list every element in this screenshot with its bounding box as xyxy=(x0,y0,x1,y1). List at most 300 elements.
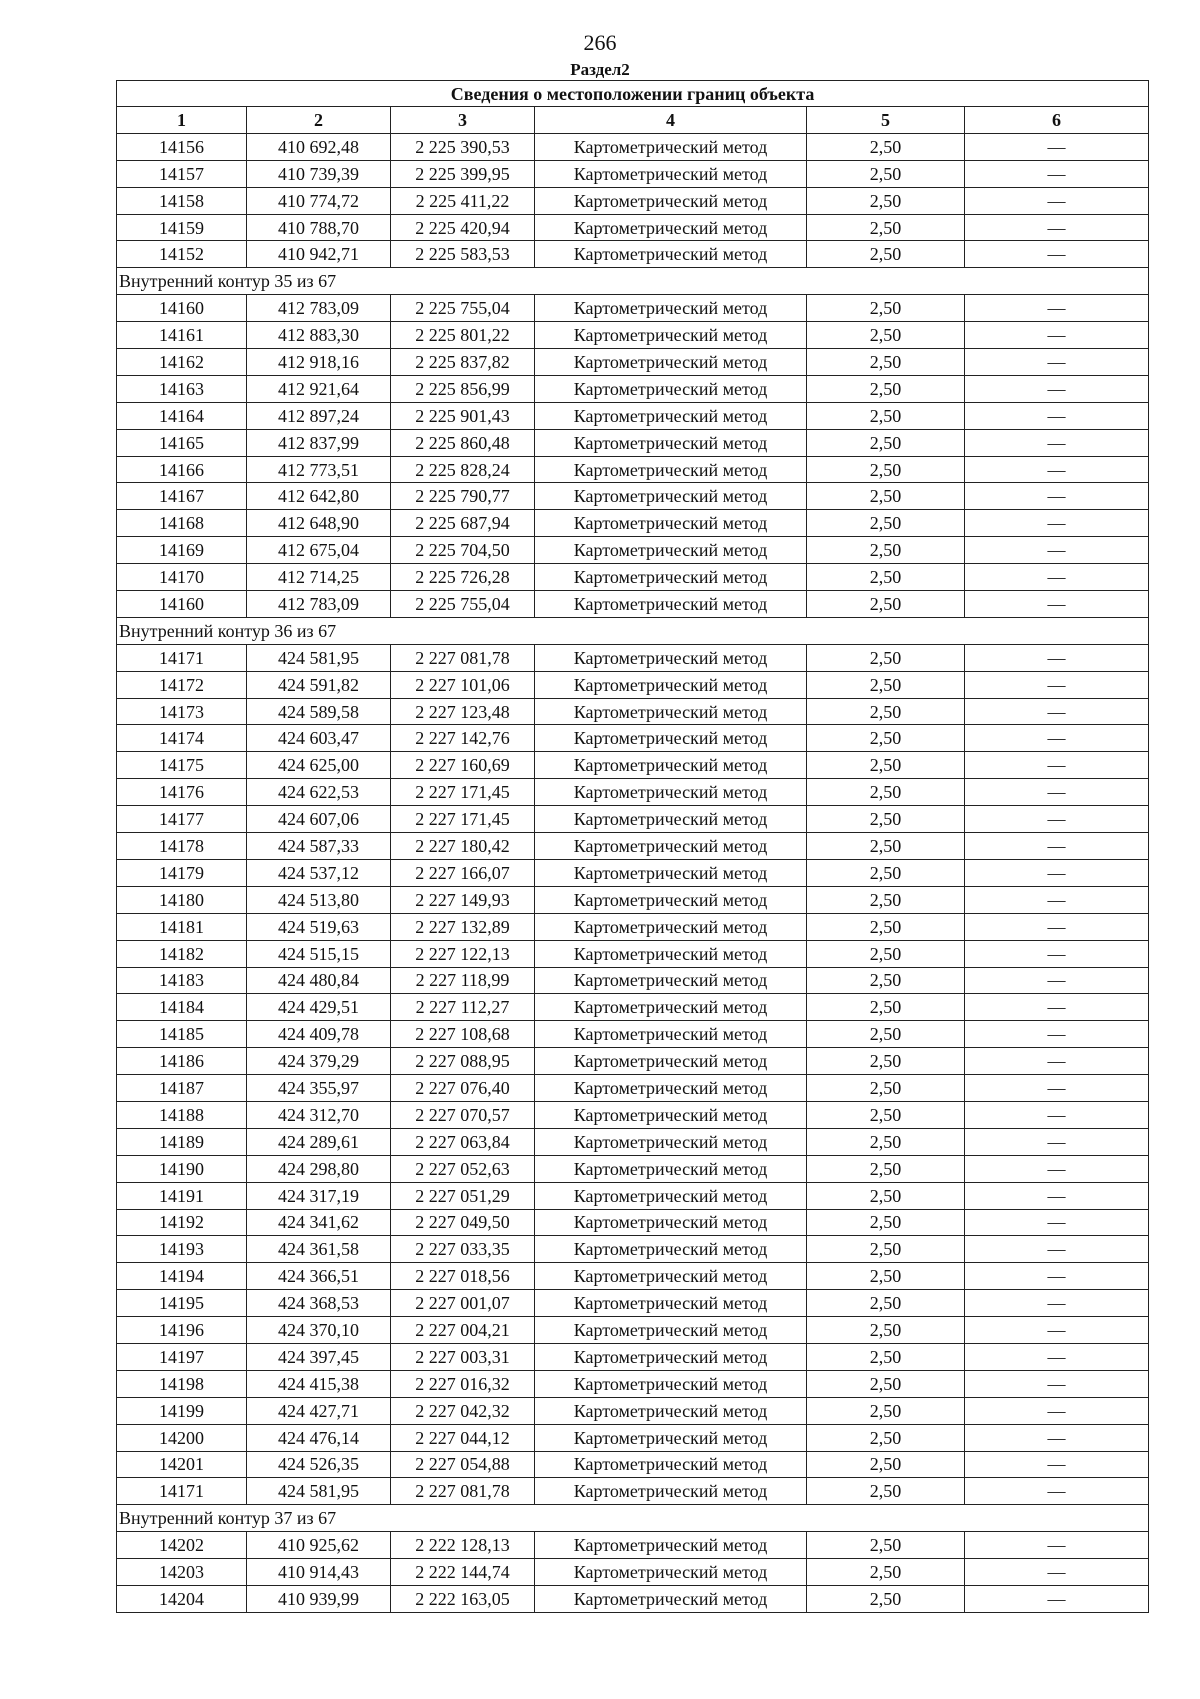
table-row xyxy=(117,806,1149,833)
accuracy-cell: 2,50 xyxy=(807,456,965,483)
x-coordinate-cell: 424 581,95 xyxy=(247,1478,391,1505)
x-coordinate-cell: 424 537,12 xyxy=(247,859,391,886)
contour-label: Внутренний контур 37 из 67 xyxy=(117,1505,1149,1532)
point-number-cell: 14200 xyxy=(117,1424,247,1451)
boundary-coordinates-table xyxy=(116,80,1149,1613)
point-number-cell: 14160 xyxy=(117,295,247,322)
accuracy-cell: 2,50 xyxy=(807,1155,965,1182)
table-row xyxy=(117,1236,1149,1263)
description-cell: — xyxy=(965,537,1149,564)
x-coordinate-cell: 412 773,51 xyxy=(247,456,391,483)
point-number-cell: 14196 xyxy=(117,1317,247,1344)
y-coordinate-cell: 2 227 004,21 xyxy=(391,1317,535,1344)
x-coordinate-cell: 424 415,38 xyxy=(247,1370,391,1397)
y-coordinate-cell: 2 225 860,48 xyxy=(391,429,535,456)
description-cell: — xyxy=(965,1559,1149,1586)
accuracy-cell: 2,50 xyxy=(807,591,965,618)
method-cell: Картометрический метод xyxy=(535,940,807,967)
table-row xyxy=(117,1209,1149,1236)
description-cell: — xyxy=(965,483,1149,510)
method-cell: Картометрический метод xyxy=(535,913,807,940)
x-coordinate-cell: 412 714,25 xyxy=(247,564,391,591)
accuracy-cell: 2,50 xyxy=(807,725,965,752)
y-coordinate-cell: 2 225 755,04 xyxy=(391,295,535,322)
point-number-cell: 14157 xyxy=(117,160,247,187)
point-number-cell: 14171 xyxy=(117,1478,247,1505)
point-number-cell: 14202 xyxy=(117,1532,247,1559)
method-cell: Картометрический метод xyxy=(535,429,807,456)
point-number-cell: 14184 xyxy=(117,994,247,1021)
method-cell: Картометрический метод xyxy=(535,1532,807,1559)
description-cell: — xyxy=(965,1021,1149,1048)
table-row xyxy=(117,402,1149,429)
y-coordinate-cell: 2 225 583,53 xyxy=(391,241,535,268)
y-coordinate-cell: 2 227 160,69 xyxy=(391,752,535,779)
table-row xyxy=(117,322,1149,349)
description-cell: — xyxy=(965,725,1149,752)
y-coordinate-cell: 2 227 123,48 xyxy=(391,698,535,725)
method-cell: Картометрический метод xyxy=(535,1559,807,1586)
point-number-cell: 14183 xyxy=(117,967,247,994)
point-number-cell: 14158 xyxy=(117,187,247,214)
accuracy-cell: 2,50 xyxy=(807,1343,965,1370)
description-cell: — xyxy=(965,1451,1149,1478)
method-cell: Картометрический метод xyxy=(535,1397,807,1424)
y-coordinate-cell: 2 227 070,57 xyxy=(391,1101,535,1128)
y-coordinate-cell: 2 227 042,32 xyxy=(391,1397,535,1424)
description-cell: — xyxy=(965,1209,1149,1236)
table-row xyxy=(117,1290,1149,1317)
x-coordinate-cell: 410 939,99 xyxy=(247,1585,391,1612)
method-cell: Картометрический метод xyxy=(535,1343,807,1370)
x-coordinate-cell: 424 370,10 xyxy=(247,1317,391,1344)
y-coordinate-cell: 2 227 063,84 xyxy=(391,1128,535,1155)
y-coordinate-cell: 2 222 163,05 xyxy=(391,1585,535,1612)
method-cell: Картометрический метод xyxy=(535,1290,807,1317)
x-coordinate-cell: 424 397,45 xyxy=(247,1343,391,1370)
method-cell: Картометрический метод xyxy=(535,779,807,806)
x-coordinate-cell: 424 622,53 xyxy=(247,779,391,806)
table-row xyxy=(117,671,1149,698)
y-coordinate-cell: 2 225 790,77 xyxy=(391,483,535,510)
description-cell: — xyxy=(965,349,1149,376)
description-cell: — xyxy=(965,967,1149,994)
table-row xyxy=(117,1128,1149,1155)
method-cell: Картометрический метод xyxy=(535,833,807,860)
table-row xyxy=(117,1532,1149,1559)
point-number-cell: 14173 xyxy=(117,698,247,725)
description-cell: — xyxy=(965,833,1149,860)
description-cell: — xyxy=(965,214,1149,241)
y-coordinate-cell: 2 227 122,13 xyxy=(391,940,535,967)
method-cell: Картометрический метод xyxy=(535,1370,807,1397)
accuracy-cell: 2,50 xyxy=(807,1263,965,1290)
accuracy-cell: 2,50 xyxy=(807,1128,965,1155)
x-coordinate-cell: 412 897,24 xyxy=(247,402,391,429)
x-coordinate-cell: 410 739,39 xyxy=(247,160,391,187)
accuracy-cell: 2,50 xyxy=(807,752,965,779)
x-coordinate-cell: 412 783,09 xyxy=(247,295,391,322)
table-row xyxy=(117,1317,1149,1344)
description-cell: — xyxy=(965,1263,1149,1290)
description-cell: — xyxy=(965,752,1149,779)
x-coordinate-cell: 424 289,61 xyxy=(247,1128,391,1155)
table-row xyxy=(117,1343,1149,1370)
accuracy-cell: 2,50 xyxy=(807,1424,965,1451)
point-number-cell: 14179 xyxy=(117,859,247,886)
table-row xyxy=(117,295,1149,322)
method-cell: Картометрический метод xyxy=(535,671,807,698)
accuracy-cell: 2,50 xyxy=(807,1532,965,1559)
x-coordinate-cell: 424 591,82 xyxy=(247,671,391,698)
method-cell: Картометрический метод xyxy=(535,1478,807,1505)
description-cell: — xyxy=(965,1478,1149,1505)
point-number-cell: 14194 xyxy=(117,1263,247,1290)
point-number-cell: 14193 xyxy=(117,1236,247,1263)
section-title: Раздел2 xyxy=(570,60,630,79)
x-coordinate-cell: 424 298,80 xyxy=(247,1155,391,1182)
description-cell: — xyxy=(965,859,1149,886)
accuracy-cell: 2,50 xyxy=(807,1182,965,1209)
x-coordinate-cell: 424 515,15 xyxy=(247,940,391,967)
x-coordinate-cell: 424 513,80 xyxy=(247,886,391,913)
description-cell: — xyxy=(965,133,1149,160)
description-cell: — xyxy=(965,456,1149,483)
table-row xyxy=(117,698,1149,725)
description-cell: — xyxy=(965,913,1149,940)
accuracy-cell: 2,50 xyxy=(807,295,965,322)
point-number-cell: 14186 xyxy=(117,1048,247,1075)
point-number-cell: 14163 xyxy=(117,375,247,402)
point-number-cell: 14172 xyxy=(117,671,247,698)
table-row xyxy=(117,187,1149,214)
x-coordinate-cell: 424 589,58 xyxy=(247,698,391,725)
method-cell: Картометрический метод xyxy=(535,133,807,160)
method-cell: Картометрический метод xyxy=(535,483,807,510)
point-number-cell: 14190 xyxy=(117,1155,247,1182)
column-header: 3 xyxy=(391,107,535,134)
x-coordinate-cell: 412 675,04 xyxy=(247,537,391,564)
point-number-cell: 14178 xyxy=(117,833,247,860)
point-number-cell: 14177 xyxy=(117,806,247,833)
accuracy-cell: 2,50 xyxy=(807,1209,965,1236)
accuracy-cell: 2,50 xyxy=(807,375,965,402)
accuracy-cell: 2,50 xyxy=(807,779,965,806)
point-number-cell: 14199 xyxy=(117,1397,247,1424)
method-cell: Картометрический метод xyxy=(535,295,807,322)
y-coordinate-cell: 2 227 112,27 xyxy=(391,994,535,1021)
contour-row xyxy=(117,617,1149,644)
method-cell: Картометрический метод xyxy=(535,1263,807,1290)
x-coordinate-cell: 424 427,71 xyxy=(247,1397,391,1424)
method-cell: Картометрический метод xyxy=(535,1075,807,1102)
table-row xyxy=(117,644,1149,671)
y-coordinate-cell: 2 227 033,35 xyxy=(391,1236,535,1263)
description-cell: — xyxy=(965,1317,1149,1344)
x-coordinate-cell: 410 914,43 xyxy=(247,1559,391,1586)
method-cell: Картометрический метод xyxy=(535,644,807,671)
x-coordinate-cell: 424 429,51 xyxy=(247,994,391,1021)
point-number-cell: 14156 xyxy=(117,133,247,160)
description-cell: — xyxy=(965,940,1149,967)
method-cell: Картометрический метод xyxy=(535,564,807,591)
accuracy-cell: 2,50 xyxy=(807,1559,965,1586)
y-coordinate-cell: 2 227 081,78 xyxy=(391,1478,535,1505)
contour-row xyxy=(117,1505,1149,1532)
accuracy-cell: 2,50 xyxy=(807,564,965,591)
description-cell: — xyxy=(965,1532,1149,1559)
x-coordinate-cell: 412 648,90 xyxy=(247,510,391,537)
description-cell: — xyxy=(965,1048,1149,1075)
description-cell: — xyxy=(965,241,1149,268)
accuracy-cell: 2,50 xyxy=(807,322,965,349)
method-cell: Картометрический метод xyxy=(535,241,807,268)
point-number-cell: 14187 xyxy=(117,1075,247,1102)
table-row xyxy=(117,967,1149,994)
description-cell: — xyxy=(965,1236,1149,1263)
description-cell: — xyxy=(965,1155,1149,1182)
point-number-cell: 14167 xyxy=(117,483,247,510)
table-row xyxy=(117,913,1149,940)
x-coordinate-cell: 412 837,99 xyxy=(247,429,391,456)
description-cell: — xyxy=(965,994,1149,1021)
accuracy-cell: 2,50 xyxy=(807,1236,965,1263)
point-number-cell: 14189 xyxy=(117,1128,247,1155)
point-number-cell: 14176 xyxy=(117,779,247,806)
y-coordinate-cell: 2 227 180,42 xyxy=(391,833,535,860)
x-coordinate-cell: 424 341,62 xyxy=(247,1209,391,1236)
point-number-cell: 14195 xyxy=(117,1290,247,1317)
table-row xyxy=(117,160,1149,187)
method-cell: Картометрический метод xyxy=(535,1236,807,1263)
description-cell: — xyxy=(965,698,1149,725)
description-cell: — xyxy=(965,886,1149,913)
accuracy-cell: 2,50 xyxy=(807,1048,965,1075)
table-row xyxy=(117,591,1149,618)
y-coordinate-cell: 2 225 704,50 xyxy=(391,537,535,564)
table-row xyxy=(117,375,1149,402)
method-cell: Картометрический метод xyxy=(535,994,807,1021)
table-row xyxy=(117,1397,1149,1424)
y-coordinate-cell: 2 227 166,07 xyxy=(391,859,535,886)
column-header: 6 xyxy=(965,107,1149,134)
column-header: 5 xyxy=(807,107,965,134)
y-coordinate-cell: 2 227 101,06 xyxy=(391,671,535,698)
accuracy-cell: 2,50 xyxy=(807,940,965,967)
method-cell: Картометрический метод xyxy=(535,752,807,779)
description-cell: — xyxy=(965,591,1149,618)
table-body xyxy=(117,133,1149,1612)
table-row xyxy=(117,1182,1149,1209)
accuracy-cell: 2,50 xyxy=(807,1585,965,1612)
x-coordinate-cell: 424 361,58 xyxy=(247,1236,391,1263)
point-number-cell: 14192 xyxy=(117,1209,247,1236)
y-coordinate-cell: 2 225 837,82 xyxy=(391,349,535,376)
table-row xyxy=(117,1478,1149,1505)
accuracy-cell: 2,50 xyxy=(807,698,965,725)
column-header: 1 xyxy=(117,107,247,134)
point-number-cell: 14165 xyxy=(117,429,247,456)
point-number-cell: 14175 xyxy=(117,752,247,779)
x-coordinate-cell: 424 476,14 xyxy=(247,1424,391,1451)
accuracy-cell: 2,50 xyxy=(807,160,965,187)
x-coordinate-cell: 424 607,06 xyxy=(247,806,391,833)
x-coordinate-cell: 412 918,16 xyxy=(247,349,391,376)
contour-label: Внутренний контур 36 из 67 xyxy=(117,617,1149,644)
table-row xyxy=(117,456,1149,483)
page-number: 266 xyxy=(583,30,617,55)
method-cell: Картометрический метод xyxy=(535,375,807,402)
y-coordinate-cell: 2 227 018,56 xyxy=(391,1263,535,1290)
table-row xyxy=(117,886,1149,913)
description-cell: — xyxy=(965,1075,1149,1102)
y-coordinate-cell: 2 227 076,40 xyxy=(391,1075,535,1102)
accuracy-cell: 2,50 xyxy=(807,187,965,214)
x-coordinate-cell: 424 312,70 xyxy=(247,1101,391,1128)
table-row xyxy=(117,833,1149,860)
accuracy-cell: 2,50 xyxy=(807,1478,965,1505)
contour-row xyxy=(117,268,1149,295)
y-coordinate-cell: 2 227 171,45 xyxy=(391,806,535,833)
description-cell: — xyxy=(965,1585,1149,1612)
y-coordinate-cell: 2 227 049,50 xyxy=(391,1209,535,1236)
accuracy-cell: 2,50 xyxy=(807,994,965,1021)
x-coordinate-cell: 424 409,78 xyxy=(247,1021,391,1048)
table-row xyxy=(117,994,1149,1021)
x-coordinate-cell: 424 368,53 xyxy=(247,1290,391,1317)
accuracy-cell: 2,50 xyxy=(807,402,965,429)
point-number-cell: 14180 xyxy=(117,886,247,913)
y-coordinate-cell: 2 227 088,95 xyxy=(391,1048,535,1075)
y-coordinate-cell: 2 225 856,99 xyxy=(391,375,535,402)
y-coordinate-cell: 2 225 687,94 xyxy=(391,510,535,537)
accuracy-cell: 2,50 xyxy=(807,1370,965,1397)
y-coordinate-cell: 2 227 052,63 xyxy=(391,1155,535,1182)
table-row xyxy=(117,1451,1149,1478)
description-cell: — xyxy=(965,1343,1149,1370)
method-cell: Картометрический метод xyxy=(535,859,807,886)
y-coordinate-cell: 2 227 044,12 xyxy=(391,1424,535,1451)
method-cell: Картометрический метод xyxy=(535,402,807,429)
description-cell: — xyxy=(965,1424,1149,1451)
description-cell: — xyxy=(965,564,1149,591)
accuracy-cell: 2,50 xyxy=(807,241,965,268)
point-number-cell: 14188 xyxy=(117,1101,247,1128)
accuracy-cell: 2,50 xyxy=(807,1290,965,1317)
x-coordinate-cell: 424 317,19 xyxy=(247,1182,391,1209)
point-number-cell: 14203 xyxy=(117,1559,247,1586)
table-row xyxy=(117,349,1149,376)
method-cell: Картометрический метод xyxy=(535,349,807,376)
point-number-cell: 14197 xyxy=(117,1343,247,1370)
point-number-cell: 14185 xyxy=(117,1021,247,1048)
method-cell: Картометрический метод xyxy=(535,698,807,725)
table-row xyxy=(117,1424,1149,1451)
column-header: 4 xyxy=(535,107,807,134)
table-row xyxy=(117,1101,1149,1128)
accuracy-cell: 2,50 xyxy=(807,833,965,860)
contour-label: Внутренний контур 35 из 67 xyxy=(117,268,1149,295)
description-cell: — xyxy=(965,779,1149,806)
y-coordinate-cell: 2 227 118,99 xyxy=(391,967,535,994)
table-row xyxy=(117,725,1149,752)
description-cell: — xyxy=(965,1128,1149,1155)
table-row xyxy=(117,1155,1149,1182)
accuracy-cell: 2,50 xyxy=(807,1397,965,1424)
x-coordinate-cell: 424 581,95 xyxy=(247,644,391,671)
description-cell: — xyxy=(965,402,1149,429)
y-coordinate-cell: 2 227 054,88 xyxy=(391,1451,535,1478)
table-row xyxy=(117,1048,1149,1075)
accuracy-cell: 2,50 xyxy=(807,429,965,456)
x-coordinate-cell: 410 942,71 xyxy=(247,241,391,268)
column-header-row xyxy=(117,107,1149,134)
y-coordinate-cell: 2 227 003,31 xyxy=(391,1343,535,1370)
point-number-cell: 14198 xyxy=(117,1370,247,1397)
method-cell: Картометрический метод xyxy=(535,806,807,833)
table-row xyxy=(117,1075,1149,1102)
accuracy-cell: 2,50 xyxy=(807,671,965,698)
table-row xyxy=(117,1585,1149,1612)
y-coordinate-cell: 2 225 390,53 xyxy=(391,133,535,160)
description-cell: — xyxy=(965,187,1149,214)
point-number-cell: 14168 xyxy=(117,510,247,537)
table-caption: Сведения о местоположении границ объекта xyxy=(117,81,1149,107)
table-row xyxy=(117,859,1149,886)
method-cell: Картометрический метод xyxy=(535,1585,807,1612)
method-cell: Картометрический метод xyxy=(535,1048,807,1075)
accuracy-cell: 2,50 xyxy=(807,214,965,241)
table-row xyxy=(117,779,1149,806)
method-cell: Картометрический метод xyxy=(535,322,807,349)
accuracy-cell: 2,50 xyxy=(807,967,965,994)
x-coordinate-cell: 424 355,97 xyxy=(247,1075,391,1102)
method-cell: Картометрический метод xyxy=(535,510,807,537)
method-cell: Картометрический метод xyxy=(535,886,807,913)
table-row xyxy=(117,214,1149,241)
y-coordinate-cell: 2 227 142,76 xyxy=(391,725,535,752)
table-row xyxy=(117,752,1149,779)
description-cell: — xyxy=(965,375,1149,402)
accuracy-cell: 2,50 xyxy=(807,1101,965,1128)
point-number-cell: 14161 xyxy=(117,322,247,349)
method-cell: Картометрический метод xyxy=(535,725,807,752)
y-coordinate-cell: 2 227 001,07 xyxy=(391,1290,535,1317)
table-caption-row xyxy=(117,81,1149,107)
y-coordinate-cell: 2 227 108,68 xyxy=(391,1021,535,1048)
x-coordinate-cell: 410 692,48 xyxy=(247,133,391,160)
method-cell: Картометрический метод xyxy=(535,1155,807,1182)
y-coordinate-cell: 2 222 144,74 xyxy=(391,1559,535,1586)
table-row xyxy=(117,510,1149,537)
table-row xyxy=(117,537,1149,564)
y-coordinate-cell: 2 225 801,22 xyxy=(391,322,535,349)
accuracy-cell: 2,50 xyxy=(807,349,965,376)
accuracy-cell: 2,50 xyxy=(807,806,965,833)
point-number-cell: 14164 xyxy=(117,402,247,429)
point-number-cell: 14162 xyxy=(117,349,247,376)
description-cell: — xyxy=(965,429,1149,456)
y-coordinate-cell: 2 227 132,89 xyxy=(391,913,535,940)
point-number-cell: 14181 xyxy=(117,913,247,940)
x-coordinate-cell: 424 526,35 xyxy=(247,1451,391,1478)
y-coordinate-cell: 2 225 411,22 xyxy=(391,187,535,214)
method-cell: Картометрический метод xyxy=(535,456,807,483)
y-coordinate-cell: 2 225 420,94 xyxy=(391,214,535,241)
y-coordinate-cell: 2 227 051,29 xyxy=(391,1182,535,1209)
y-coordinate-cell: 2 225 399,95 xyxy=(391,160,535,187)
y-coordinate-cell: 2 227 171,45 xyxy=(391,779,535,806)
